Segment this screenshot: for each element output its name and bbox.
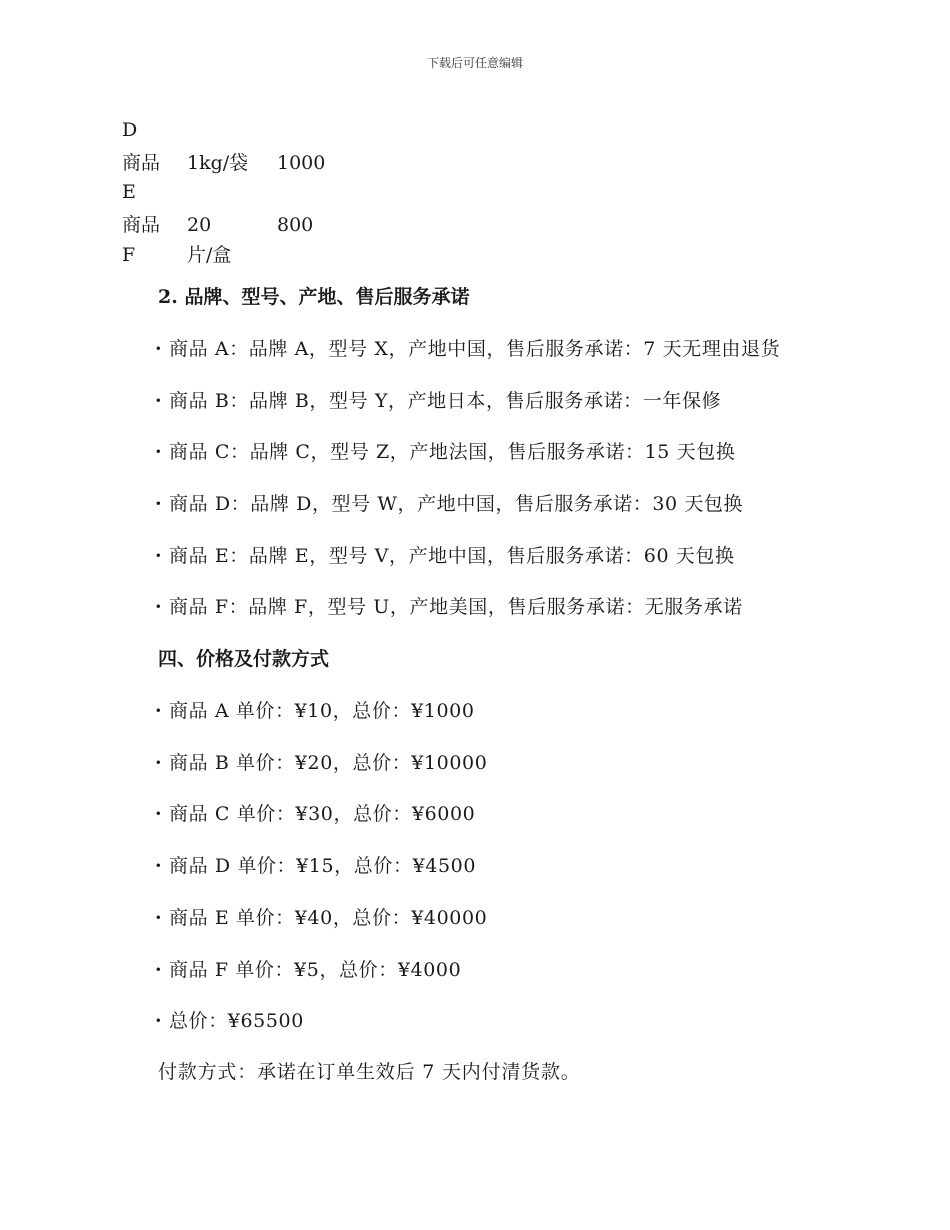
list-item: · 商品 C 单价：¥30，总价：¥6000 xyxy=(155,803,476,825)
row-f-name: 商品 xyxy=(122,214,161,236)
list-item: · 商品 F 单价：¥5，总价：¥4000 xyxy=(155,959,462,981)
row-d-tail: D xyxy=(122,119,138,141)
page-header: 下载后可任意编辑 xyxy=(426,56,523,70)
bullet: · xyxy=(155,1010,163,1032)
total-price: · 总价：¥65500 xyxy=(155,1010,304,1032)
bullet: · xyxy=(155,907,163,929)
row-e-spec: 1kg/袋 xyxy=(187,152,249,174)
bullet: · xyxy=(155,493,163,515)
bullet: · xyxy=(155,803,163,825)
section-brand-title: 2. 品牌、型号、产地、售后服务承诺 xyxy=(158,286,470,308)
list-item: · 商品 B 单价：¥20，总价：¥10000 xyxy=(155,752,488,774)
row-e-name: 商品 xyxy=(122,152,161,174)
list-item: · 商品 E：品牌 E，型号 V，产地中国，售后服务承诺：60 天包换 xyxy=(155,545,735,567)
list-item: · 商品 A 单价：¥10，总价：¥1000 xyxy=(155,700,475,722)
row-f-spec: 20 xyxy=(187,214,212,236)
bullet: · xyxy=(155,855,163,877)
bullet: · xyxy=(155,441,163,463)
bullet: · xyxy=(155,959,163,981)
list-item: · 商品 D 单价：¥15，总价：¥4500 xyxy=(155,855,477,877)
payment-terms: 付款方式：承诺在订单生效后 7 天内付清货款。 xyxy=(158,1061,581,1083)
row-e-qty: 1000 xyxy=(277,152,326,174)
row-f-qty: 800 xyxy=(277,214,314,236)
row-f-spec-tail: 片/盒 xyxy=(187,244,232,266)
bullet: · xyxy=(155,700,163,722)
bullet: · xyxy=(155,390,163,412)
list-item: · 商品 E 单价：¥40，总价：¥40000 xyxy=(155,907,488,929)
bullet: · xyxy=(155,596,163,618)
section-price-title: 四、价格及付款方式 xyxy=(158,648,330,670)
list-item: · 商品 B：品牌 B，型号 Y，产地日本，售后服务承诺：一年保修 xyxy=(155,390,722,412)
row-f-tail: F xyxy=(122,244,136,266)
list-item: · 商品 A：品牌 A，型号 X，产地中国，售后服务承诺：7 天无理由退货 xyxy=(155,338,781,360)
list-item: · 商品 C：品牌 C，型号 Z，产地法国，售后服务承诺：15 天包换 xyxy=(155,441,736,463)
list-item: · 商品 F：品牌 F，型号 U，产地美国，售后服务承诺：无服务承诺 xyxy=(155,596,743,618)
list-item: · 商品 D：品牌 D，型号 W，产地中国，售后服务承诺：30 天包换 xyxy=(155,493,744,515)
bullet: · xyxy=(155,752,163,774)
bullet: · xyxy=(155,338,163,360)
row-e-tail: E xyxy=(122,181,136,203)
bullet: · xyxy=(155,545,163,567)
